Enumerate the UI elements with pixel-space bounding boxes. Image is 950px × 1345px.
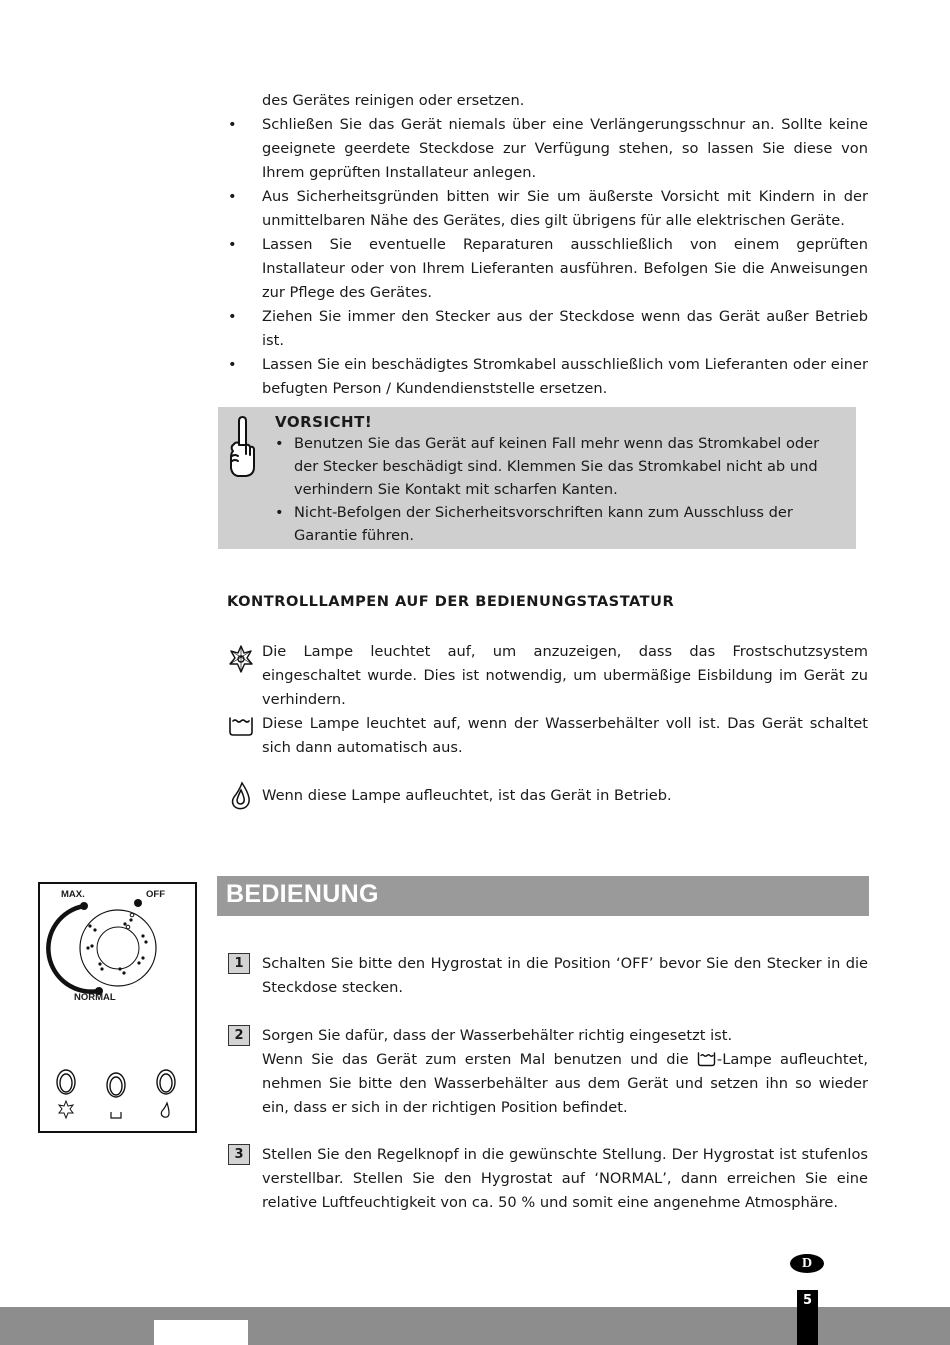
bullet-marker: • bbox=[228, 356, 237, 373]
section-bar bbox=[217, 876, 869, 916]
lamp-description: Wenn diese Lampe aufleuchtet, ist das Gerät in Betrieb. bbox=[262, 787, 672, 804]
section-title: BEDIENUNG bbox=[226, 880, 379, 908]
frost-icon bbox=[228, 644, 254, 674]
step-text: Schalten Sie bitte den Hygrostat in die Position ‘OFF’ bevor Sie den Stecker in die Steckdose stecken. bbox=[262, 955, 868, 996]
warning-title: VORSICHT! bbox=[275, 413, 373, 431]
control-panel-drawing bbox=[40, 884, 195, 1131]
pointing-hand-icon bbox=[224, 415, 258, 479]
step-text bbox=[262, 1024, 868, 1120]
step-number: 1 bbox=[228, 953, 250, 974]
step-line: Sorgen Sie dafür, dass der Wasserbehälter richtig eingesetzt ist. bbox=[262, 1027, 733, 1044]
step-text-part: Wenn Sie das Gerät zum ersten Mal benutzen und die bbox=[262, 1051, 697, 1068]
label-max: MAX. bbox=[61, 889, 85, 900]
list-item: • Nicht-Befolgen der Sicherheitsvorschriften kann zum Ausschluss der Garantie führen. bbox=[275, 501, 845, 547]
language-badge: D bbox=[790, 1254, 824, 1273]
bullet-marker: • bbox=[228, 308, 237, 325]
label-normal: NORMAL bbox=[74, 992, 116, 1003]
intro-continuation: des Gerätes reinigen oder ersetzen. bbox=[262, 92, 525, 109]
list-item-text: Schließen Sie das Gerät niemals über eine Verlängerungsschnur an. Sollte keine geeignete geerdete Steckdose zur Verfügung stehen, so lassen Sie diese von Ihrem geprüften Installateur anlegen. bbox=[262, 116, 868, 181]
bullet-marker: • bbox=[228, 236, 237, 253]
lamp-description: Die Lampe leuchtet auf, um anzuzeigen, dass das Frostschutzsystem eingeschaltet wurde. Dies ist notwendig, um ubermäßige Eisbildung im Gerät zu verhindern. bbox=[262, 643, 868, 708]
list-item-text: Ziehen Sie immer den Stecker aus der Steckdose wenn das Gerät außer Betrieb ist. bbox=[262, 308, 868, 349]
label-off: OFF bbox=[146, 889, 165, 900]
lamps-heading: KONTROLLLAMPEN AUF DER BEDIENUNGSTASTATUR bbox=[227, 593, 675, 610]
list-item-text: Lassen Sie ein beschädigtes Stromkabel ausschließlich vom Lieferanten oder einer befugten Person / Kundendienststelle ersetzen. bbox=[262, 356, 868, 397]
page-number-block bbox=[797, 1290, 818, 1345]
list-item bbox=[228, 233, 868, 305]
list-item bbox=[228, 185, 868, 233]
list-item bbox=[228, 113, 868, 185]
page-number: 5 bbox=[802, 1293, 813, 1308]
warning-box bbox=[218, 407, 856, 549]
step-text: Stellen Sie den Regelknopf in die gewünschte Stellung. Der Hygrostat ist stufenlos verstellbar. Stellen Sie den Hygrostat auf ‘NORMAL’, dann erreichen Sie eine relative Luftfeuchtigkeit von ca. 50 % und somit eine angenehme Atmosphäre. bbox=[262, 1146, 868, 1211]
step-number: 3 bbox=[228, 1144, 250, 1165]
water-tank-icon bbox=[697, 1051, 716, 1067]
step-line bbox=[262, 1048, 868, 1120]
step-number: 2 bbox=[228, 1025, 250, 1046]
footer-white-block bbox=[154, 1320, 248, 1345]
water-tank-icon bbox=[228, 715, 254, 737]
list-item: • Benutzen Sie das Gerät auf keinen Fall mehr wenn das Stromkabel oder der Stecker beschädigt sind. Klemmen Sie das Stromkabel nicht ab und verhindern Sie Kontakt mit scharfen Kanten. bbox=[275, 432, 845, 501]
list-item bbox=[228, 305, 868, 353]
water-drop-icon bbox=[229, 781, 253, 811]
list-item bbox=[228, 353, 868, 401]
warning-list bbox=[275, 432, 845, 547]
lamp-description: Diese Lampe leuchtet auf, wenn der Wasserbehälter voll ist. Das Gerät schaltet sich dann automatisch aus. bbox=[262, 715, 868, 756]
list-item-text: Aus Sicherheitsgründen bitten wir Sie um äußerste Vorsicht mit Kindern in der unmittelbaren Nähe des Gerätes, dies gilt übrigens für alle elektrischen Geräte. bbox=[262, 188, 868, 229]
bullet-marker: • bbox=[228, 116, 237, 133]
safety-bullet-list bbox=[228, 113, 868, 401]
step-text-part: -Lampe aufleuchtet, nehmen Sie bitte den Wasserbehälter aus dem Gerät und setzen ihn so wieder ein, dass er sich in der richtigen Position befindet. bbox=[262, 1051, 868, 1116]
bullet-marker: • bbox=[228, 188, 237, 205]
list-item-text: Lassen Sie eventuelle Reparaturen ausschließlich von einem geprüften Installateur oder von Ihrem Lieferanten ausführen. Befolgen Sie die Anweisungen zur Pflege des Gerätes. bbox=[262, 236, 868, 301]
control-panel-illustration bbox=[38, 882, 197, 1133]
